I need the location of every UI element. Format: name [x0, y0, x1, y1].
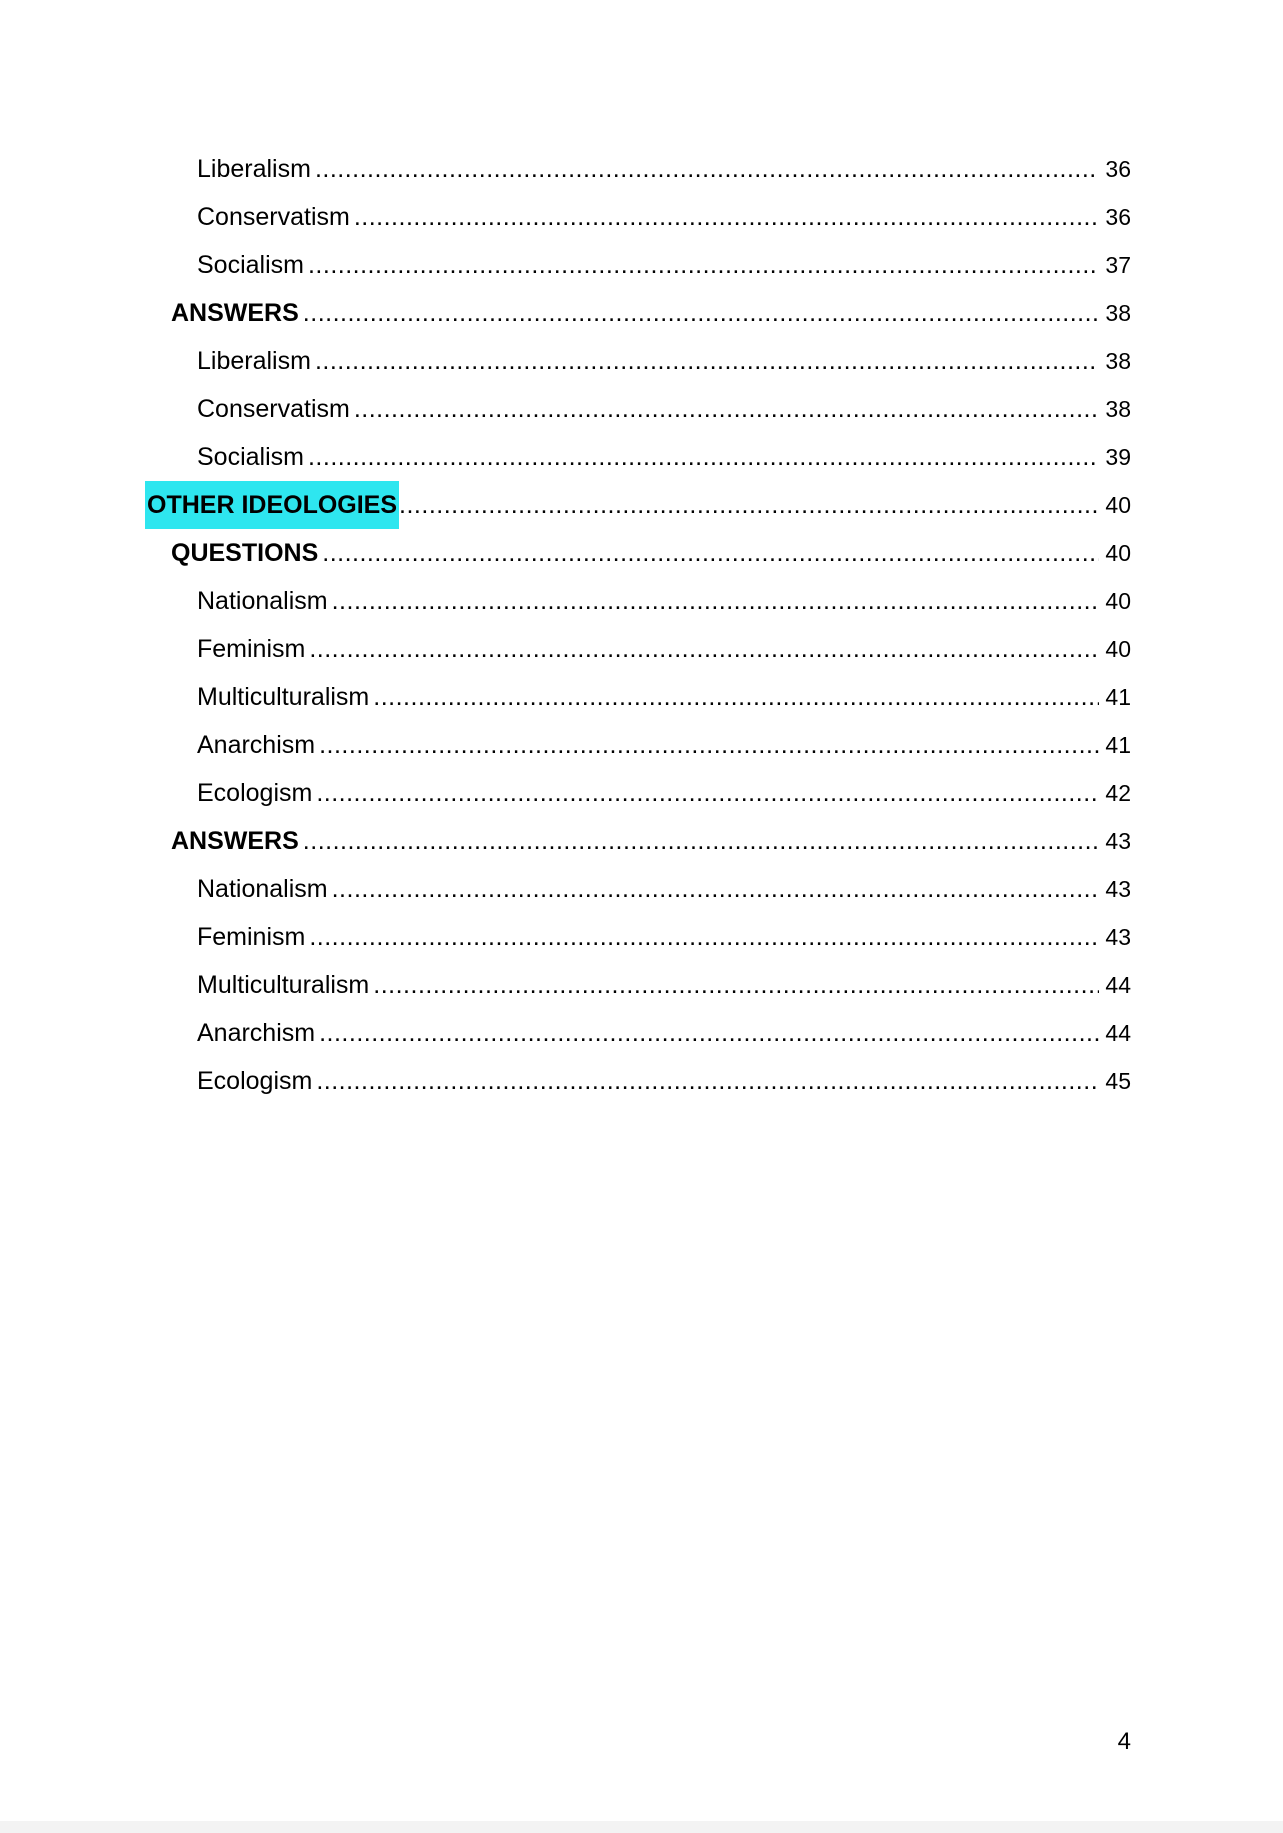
toc-entry-page-number: 39 [1105, 444, 1131, 470]
toc-entry-line [197, 337, 1131, 385]
toc-entry-page-number: 43 [1105, 876, 1131, 902]
toc-entry-label: Multiculturalism [197, 683, 370, 711]
dot-leader [309, 913, 1099, 961]
toc-entry-label: Feminism [197, 635, 306, 663]
toc-entry-label: Liberalism [197, 347, 311, 375]
toc-entry-label: Conservatism [197, 203, 350, 231]
dot-leader [315, 145, 1099, 193]
dot-leader [309, 625, 1099, 673]
toc-entry-page-number: 42 [1105, 780, 1131, 806]
toc-entry-line [197, 193, 1131, 241]
toc-entry[interactable] [0, 913, 1283, 961]
dot-leader [322, 529, 1099, 577]
toc-entry-line [171, 289, 1131, 337]
toc-entry-label: ANSWERS [171, 299, 299, 327]
toc-entry-label: Socialism [197, 443, 304, 471]
toc-entry-page-number: 43 [1105, 828, 1131, 854]
toc-entry-line [171, 817, 1131, 865]
toc-entry-page-number: 41 [1105, 684, 1131, 710]
toc-entry-page-number: 36 [1105, 156, 1131, 182]
dot-leader [332, 865, 1100, 913]
toc-entry-label: Liberalism [197, 155, 311, 183]
toc-entry-page-number: 36 [1105, 204, 1131, 230]
toc-entry-label: ANSWERS [171, 827, 299, 855]
toc-entry[interactable] [0, 529, 1283, 577]
dot-leader [303, 289, 1100, 337]
toc-entry-line [197, 1009, 1131, 1057]
toc-entry-label: Nationalism [197, 875, 328, 903]
toc-entry-line [197, 721, 1131, 769]
toc-entry-label: OTHER IDEOLOGIES [145, 481, 399, 529]
toc-entry-page-number: 43 [1105, 924, 1131, 950]
toc-entry-label: Multiculturalism [197, 971, 370, 999]
toc-entry-line [197, 145, 1131, 193]
page-bottom-edge [0, 1821, 1283, 1833]
toc-entry-page-number: 40 [1105, 636, 1131, 662]
toc-entry[interactable] [0, 289, 1283, 337]
toc-entry-label: Feminism [197, 923, 306, 951]
toc-entry[interactable] [0, 1009, 1283, 1057]
dot-leader [319, 1009, 1099, 1057]
toc-entry-page-number: 40 [1105, 492, 1131, 518]
toc-entry-label: Ecologism [197, 1067, 313, 1095]
toc-entry-line [197, 241, 1131, 289]
dot-leader [332, 577, 1100, 625]
toc-entry-page-number: 41 [1105, 732, 1131, 758]
dot-leader [354, 193, 1100, 241]
dot-leader [316, 769, 1099, 817]
toc-entry[interactable] [0, 577, 1283, 625]
toc-entry-line [145, 481, 1131, 529]
toc-entry-label: QUESTIONS [171, 539, 319, 567]
toc-entry-label: Anarchism [197, 1019, 316, 1047]
toc-entry[interactable] [0, 433, 1283, 481]
dot-leader [319, 721, 1099, 769]
toc-entry[interactable] [0, 1057, 1283, 1105]
toc-entry[interactable] [0, 721, 1283, 769]
dot-leader [315, 337, 1099, 385]
toc-entry[interactable] [0, 673, 1283, 721]
toc-entry[interactable] [0, 769, 1283, 817]
toc-entry-page-number: 38 [1105, 300, 1131, 326]
toc-entry[interactable] [0, 865, 1283, 913]
toc-entry-line [197, 385, 1131, 433]
toc-entry-label: Socialism [197, 251, 304, 279]
dot-leader [354, 385, 1100, 433]
toc-entry-line [197, 769, 1131, 817]
toc-entry-label: Conservatism [197, 395, 350, 423]
toc-entry[interactable] [0, 193, 1283, 241]
toc-entry[interactable] [0, 481, 1283, 529]
dot-leader [316, 1057, 1099, 1105]
toc-entry-page-number: 38 [1105, 348, 1131, 374]
toc-entry-line [197, 625, 1131, 673]
toc-entry[interactable] [0, 385, 1283, 433]
toc-entry-line [197, 433, 1131, 481]
toc-entry-page-number: 37 [1105, 252, 1131, 278]
toc-entry[interactable] [0, 625, 1283, 673]
page-number: 4 [1117, 1728, 1131, 1755]
toc-entry-line [197, 673, 1131, 721]
toc-entry-page-number: 45 [1105, 1068, 1131, 1094]
toc-entry-page-number: 38 [1105, 396, 1131, 422]
table-of-contents [0, 145, 1283, 1105]
toc-entry[interactable] [0, 337, 1283, 385]
toc-entry-page-number: 44 [1105, 972, 1131, 998]
toc-entry-label: Ecologism [197, 779, 313, 807]
dot-leader [308, 433, 1099, 481]
toc-entry-line [197, 577, 1131, 625]
dot-leader [373, 961, 1099, 1009]
toc-entry[interactable] [0, 817, 1283, 865]
dot-leader [308, 241, 1099, 289]
dot-leader [399, 481, 1099, 529]
toc-entry-line [197, 961, 1131, 1009]
toc-entry-label: Nationalism [197, 587, 328, 615]
toc-entry-line [197, 865, 1131, 913]
dot-leader [303, 817, 1100, 865]
dot-leader [373, 673, 1099, 721]
toc-entry-line [197, 1057, 1131, 1105]
toc-entry-line [171, 529, 1131, 577]
toc-entry[interactable] [0, 241, 1283, 289]
toc-entry[interactable] [0, 145, 1283, 193]
toc-entry-page-number: 40 [1105, 540, 1131, 566]
toc-entry-page-number: 44 [1105, 1020, 1131, 1046]
toc-entry[interactable] [0, 961, 1283, 1009]
toc-entry-line [197, 913, 1131, 961]
toc-entry-label: Anarchism [197, 731, 316, 759]
toc-entry-page-number: 40 [1105, 588, 1131, 614]
